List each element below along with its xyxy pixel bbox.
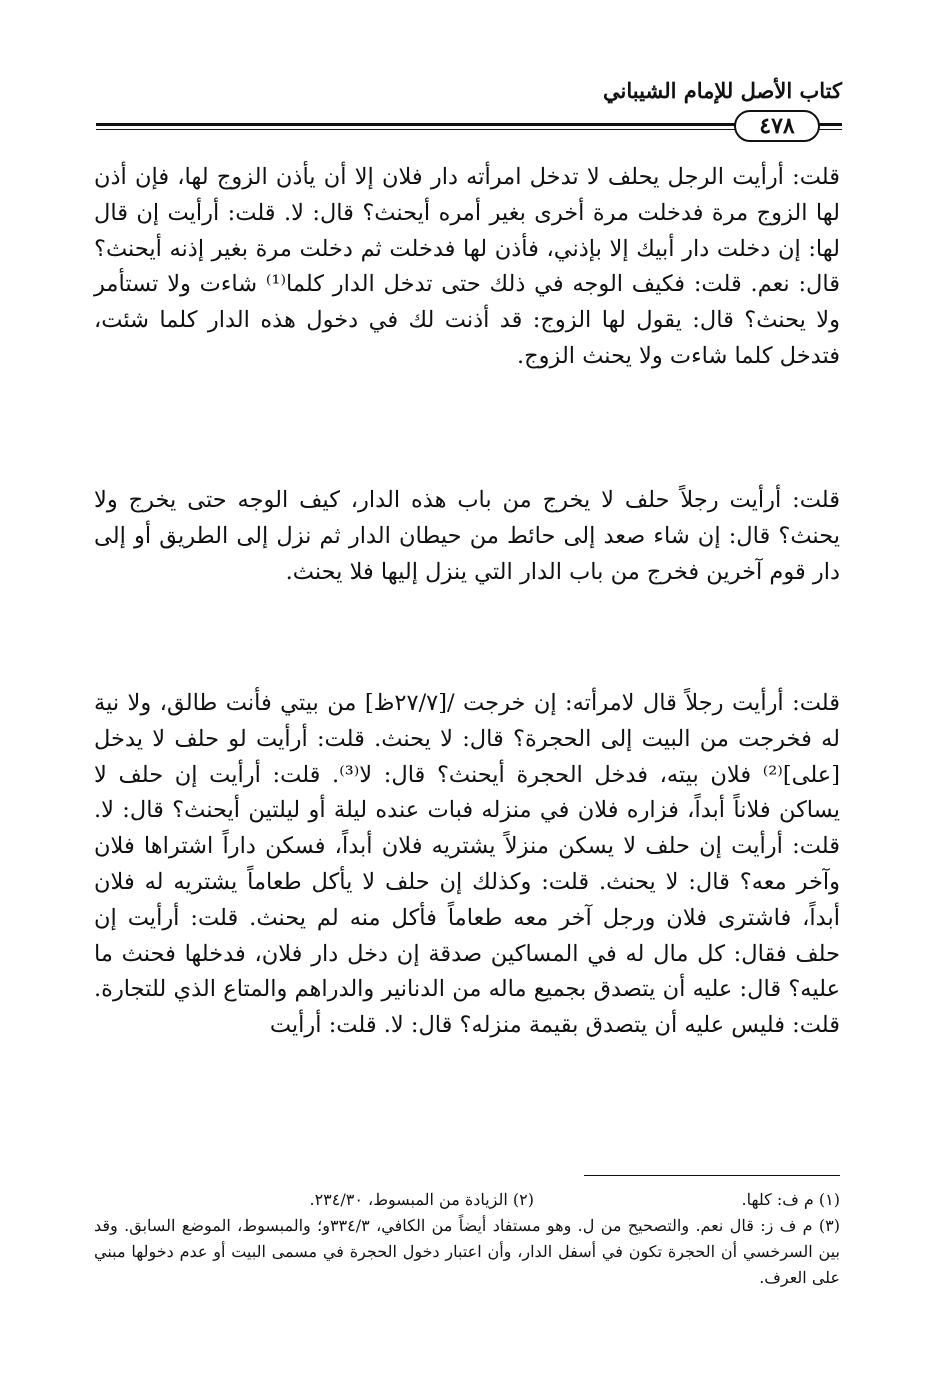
footnote-1: (١) م ف: كلها. — [741, 1190, 840, 1209]
header-rule-thin — [96, 129, 736, 130]
paragraph-2 — [94, 483, 840, 590]
header-rule-right-thick — [818, 123, 842, 126]
paragraph-3-text: قلت: أرأيت رجلاً قال لامرأته: إن خرجت /[٢٧/٧ظ] من بيتي فأنت طالق، ولا نية له فخرجت من البيت إلى الحجرة؟ قال: لا يحنث. قلت: أرأيت لو حلف لا يدخل [على]⁽²⁾ فلان بيته، فدخل الحجرة أيحنث؟ قال: لا⁽³⁾. قلت: أرأيت إن حلف لا يساكن فلاناً أبداً، فزاره فلان في منزله فبات عنده ليلة أو ليلتين أيحنث؟ قال: لا. قلت: أرأيت إن حلف لا يسكن منزلاً يشتريه فلان أبداً، فسكن داراً اشتراها فلان وآخر معه؟ قال: لا يحنث. قلت: وكذلك إن حلف لا يأكل طعاماً يشتريه له فلان أبداً، فاشترى فلان ورجل آخر معه طعاماً فأكل منه لم يحنث. قلت: أرأيت إن حلف فقال: كل مال له في المساكين صدقة إن دخل دار فلان، فدخلها فحنث ما عليه؟ قال: عليه أن يتصدق بجميع ماله من الدنانير والدراهم والمتاع الذي للتجارة. قلت: فليس عليه أن يتصدق بقيمة منزله؟ قال: لا. قلت: أرأيت — [94, 690, 841, 1039]
footnote-2: (٢) الزيادة من المبسوط، ٢٣٤/٣٠. — [309, 1190, 534, 1209]
page-number-badge — [734, 110, 820, 142]
paragraph-3 — [94, 686, 840, 1044]
paragraph-1 — [94, 160, 840, 375]
page-number: ٤٧٨ — [759, 113, 795, 139]
paragraph-1-text: قلت: أرأيت الرجل يحلف لا تدخل امرأته دار فلان إلا أن يأذن الزوج لها، فإن أذن لها الزوج مرة فدخلت مرة أخرى بغير أمره أيحنث؟ قال: لا. قلت: أرأيت إن قال لها: إن دخلت دار أبيك إلا بإذني، فأذن لها فدخلت ثم دخلت مرة بغير إذنه أيحنث؟ قال: نعم. قلت: فكيف الوجه في ذلك حتى تدخل الدار كلما⁽¹⁾ شاءت ولا تستأمر ولا يحنث؟ قال: يقول لها الزوج: قد أذنت لك في دخول هذه الدار كلما شئت، فتدخل كلما شاءت ولا يحنث الزوج. — [94, 164, 840, 369]
footnote-separator — [584, 1175, 840, 1176]
book-title: كتاب الأصل للإمام الشيباني — [603, 78, 842, 103]
header-rule-thick — [96, 123, 736, 126]
footnote-3: (٣) م ف ز: قال نعم. والتصحيح من ل. وهو مستفاد أيضاً من الكافي، ٣٣٤/٣و؛ والمبسوط، الموضع السابق. وقد بين السرخسي أن الحجرة تكون في أسفل الدار، وأن اعتبار دخول الحجرة في مسمى البيت أو عدم دخولها مبني على العرف. — [94, 1216, 841, 1287]
footnote-row-1 — [94, 1187, 840, 1213]
footnotes — [94, 1187, 840, 1291]
paragraph-2-text: قلت: أرأيت رجلاً حلف لا يخرج من باب هذه الدار، كيف الوجه حتى يخرج ولا يحنث؟ قال: إن شاء صعد إلى حائط من حيطان الدار ثم نزل إلى الطريق أو إلى دار قوم آخرين فخرج من باب الدار التي ينزل إليها فلا يحنث. — [94, 487, 840, 585]
footnote-3-block — [94, 1213, 840, 1291]
header-rule-right-thin — [818, 129, 842, 130]
